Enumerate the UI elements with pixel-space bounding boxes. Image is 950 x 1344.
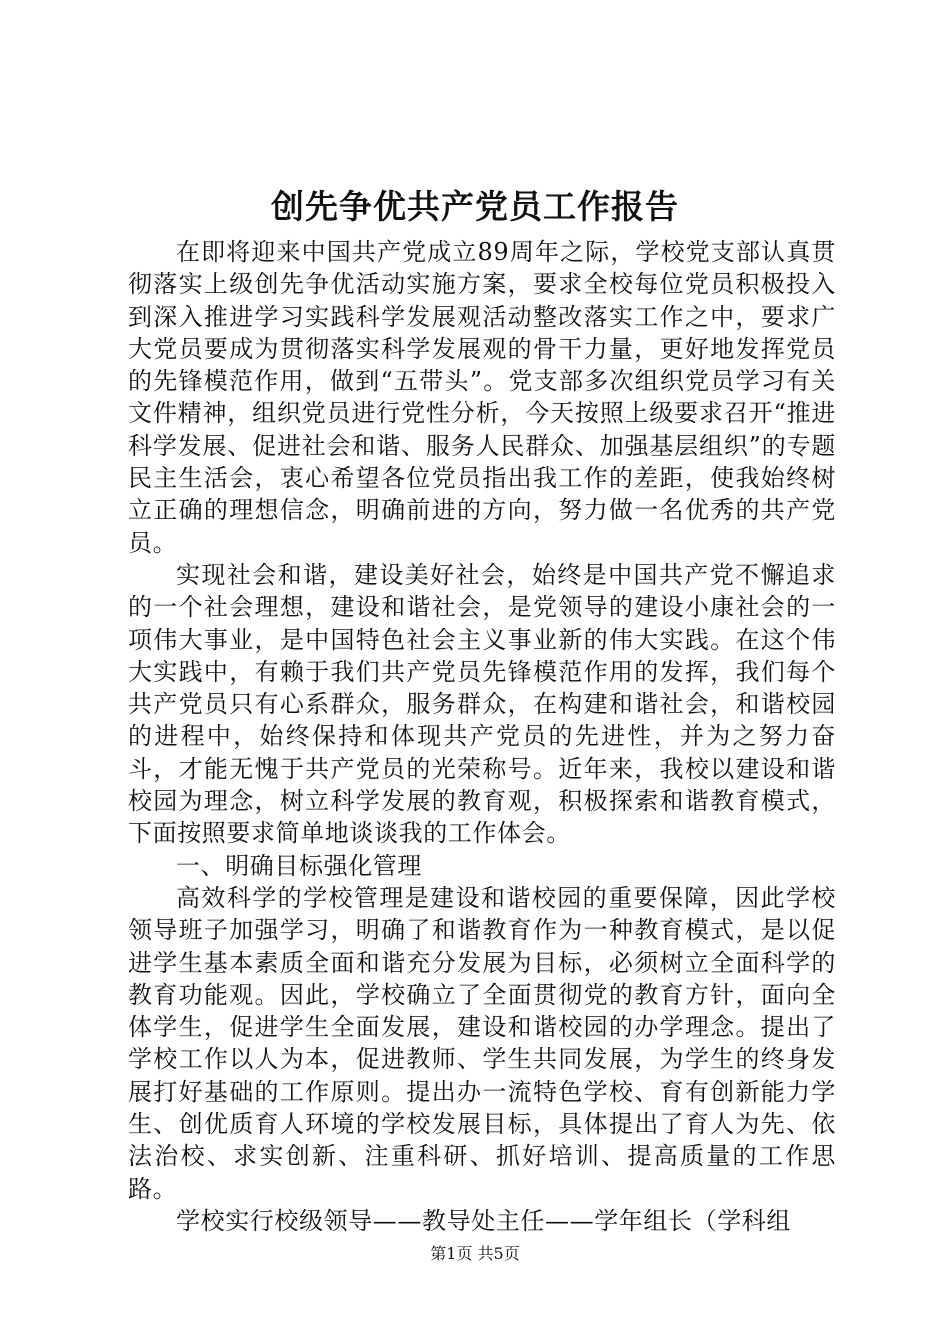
section-heading: 一、明确目标强化管理: [176, 851, 422, 880]
paragraph-structure: 学校实行校级领导——教导处主任——学年组长（学科组: [176, 1206, 791, 1235]
document-body: [128, 236, 836, 1237]
page-footer: 第1页 共5页: [430, 1244, 520, 1263]
paragraph-management: 高效科学的学校管理是建设和谐校园的重要保障，因此学校领导班子加强学习，明确了和谐教育作为一种教育模式，是以促进学生基本素质全面和谐充分发展为目标，必须树立全面科学的教育功能观。因此，学校确立了全面贯彻党的教育方针，面向全体学生，促进学生全面发展，建设和谐校园的办学理念。提出了学校工作以人为本，促进教师、学生共同发展，为学生的终身发展打好基础的工作原则。提出办一流特色学校、育有创新能力学生、创优质育人环境的学校发展目标，具体提出了育人为先、依法治校、求实创新、注重科研、抓好培训、提高质量的工作思路。: [128, 883, 836, 1203]
document-title: 创先争优共产党员工作报告: [271, 187, 679, 226]
paragraph-harmony: 实现社会和谐，建设美好社会，始终是中国共产党不懈追求的一个社会理想，建设和谐社会，是党领导的建设小康社会的一项伟大事业，是中国特色社会主义事业新的伟大实践。在这个伟大实践中，有赖于我们共产党员先锋模范作用的发挥，我们每个共产党员只有心系群众，服务群众，在构建和谐社会，和谐校园的进程中，始终保持和体现共产党员的先进性，并为之努力奋斗，才能无愧于共产党员的光荣称号。近年来，我校以建设和谐校园为理念，树立科学发展的教育观，积极探索和谐教育模式，下面按照要求简单地谈谈我的工作体会。: [128, 560, 836, 848]
paragraph-intro: 在即将迎来中国共产党成立89周年之际，学校党支部认真贯彻落实上级创先争优活动实施方案，要求全校每位党员积极投入到深入推进学习实践科学发展观活动整改落实工作之中，要求广大党员要成为贯彻落实科学发展观的骨干力量，更好地发挥党员的先锋模范作用，做到“五带头”。党支部多次组织党员学习有关文件精神，组织党员进行党性分析，今天按照上级要求召开“推进科学发展、促进社会和谐、服务人民群众、加强基层组织”的专题民主生活会，衷心希望各位党员指出我工作的差距，使我始终树立正确的理想信念，明确前进的方向，努力做一名优秀的共产党员。: [128, 238, 836, 557]
